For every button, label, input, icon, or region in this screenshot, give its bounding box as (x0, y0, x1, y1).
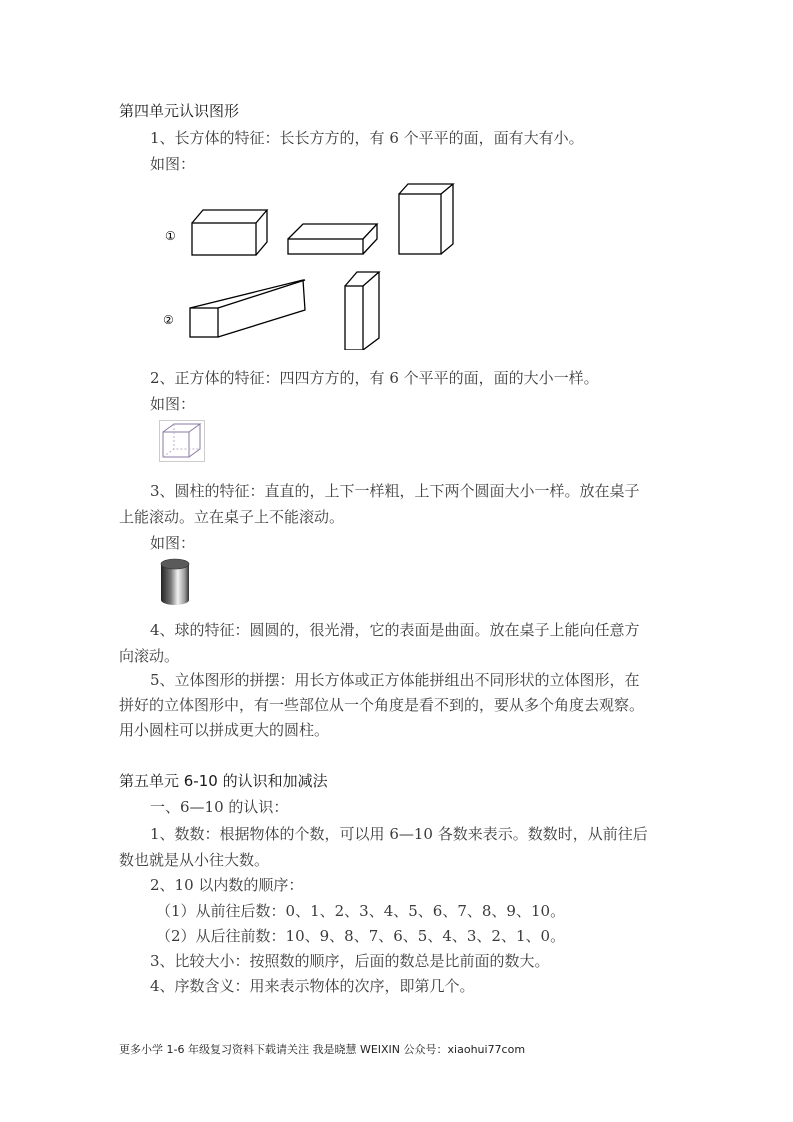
count-forward: （1）从前往后数：0、1、2、3、4、5、6、7、8、9、10。 (156, 902, 566, 920)
cube-figure (159, 420, 205, 462)
cuboid-feature: 1、长方体的特征：长长方方的，有 6 个平平的面，面有大有小。 (150, 129, 584, 147)
cuboid-shape-3 (399, 184, 453, 254)
figure-label-1: ① (165, 229, 176, 243)
footer-note: 更多小学 1-6 年级复习资料下载请关注 我是晓慧 WEIXIN 公众号：xiaohui77com (119, 1043, 526, 1056)
combination-line2: 拼好的立体图形中，有一些部位从一个角度是看不到的，要从多个角度去观察。 (119, 696, 645, 714)
ordinal-meaning: 4、序数含义：用来表示物体的次序，即第几个。 (150, 977, 475, 995)
counting-line1: 1、数数：根据物体的个数，可以用 6—10 各数来表示。数数时，从前往后 (150, 825, 648, 843)
sphere-feature-line1: 4、球的特征：圆圆的，很光滑，它的表面是曲面。放在桌子上能向任意方 (150, 621, 640, 639)
cuboid-shape-4 (190, 280, 305, 337)
cuboid-shape-1 (192, 210, 267, 255)
compare-size: 3、比较大小：按照数的顺序，后面的数总是比前面的数大。 (150, 952, 550, 970)
unit4-title: 第四单元认识图形 (119, 102, 240, 120)
counting-line2: 数也就是从小往大数。 (119, 851, 270, 869)
cuboid-shape-2 (288, 224, 377, 254)
cuboid-shape-5 (345, 272, 379, 350)
cylinder-feature-line2: 上能滚动。立在桌子上不能滚动。 (119, 508, 345, 526)
count-backward: （2）从后往前数：10、9、8、7、6、5、4、3、2、1、0。 (156, 927, 566, 945)
as-figure-label: 如图： (150, 395, 196, 413)
as-figure-label: 如图： (150, 155, 196, 173)
sphere-feature-line2: 向滚动。 (119, 647, 180, 665)
section-heading: 一、6—10 的认识： (150, 798, 289, 816)
figure-label-2: ② (163, 313, 174, 327)
number-order: 2、10 以内数的顺序： (150, 876, 304, 894)
unit5-title: 第五单元 6-10 的认识和加减法 (119, 772, 328, 790)
cube-feature: 2、正方体的特征：四四方方的，有 6 个平平的面，面的大小一样。 (150, 369, 599, 387)
as-figure-label: 如图： (150, 534, 196, 552)
cuboid-figure (155, 180, 475, 350)
combination-line3: 用小圆柱可以拼成更大的圆柱。 (119, 721, 330, 739)
combination-line1: 5、立体图形的拼摆：用长方体或正方体能拼组出不同形状的立体图形，在 (150, 671, 640, 689)
cylinder-figure (157, 557, 195, 607)
cylinder-feature-line1: 3、圆柱的特征：直直的，上下一样粗，上下两个圆面大小一样。放在桌子 (150, 482, 640, 500)
